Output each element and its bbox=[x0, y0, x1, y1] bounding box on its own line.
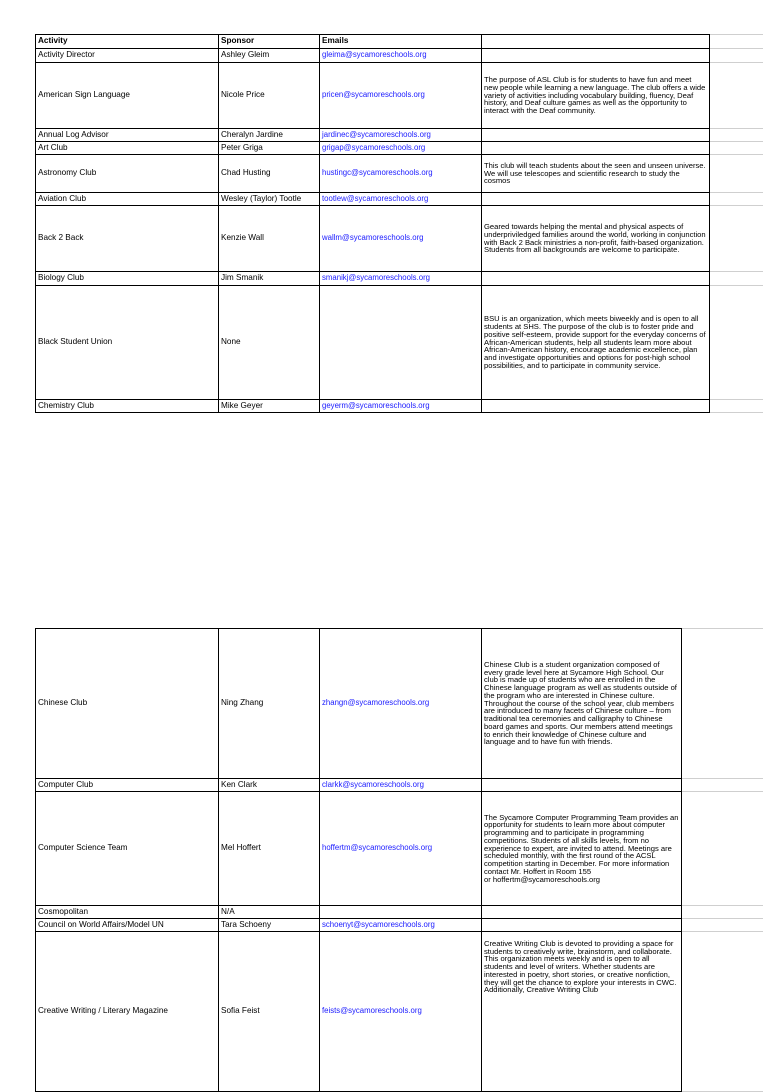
extra-cell bbox=[710, 400, 763, 413]
extra-cell bbox=[682, 779, 763, 792]
description-cell: This club will teach students about the seen and unseen universe. We will use telescopes and scientific research to study the cosmos bbox=[482, 155, 710, 193]
extra-cell bbox=[710, 206, 763, 272]
sponsor-cell: Cheralyn Jardine bbox=[219, 129, 320, 142]
table-row bbox=[36, 932, 763, 1092]
description-cell bbox=[482, 49, 710, 63]
description-cell bbox=[482, 142, 710, 155]
clubs-table-page-2 bbox=[35, 628, 763, 1092]
description-cell bbox=[482, 193, 710, 206]
extra-cell bbox=[682, 906, 763, 919]
email-link[interactable]: gleima@sycamoreschools.org bbox=[320, 49, 482, 63]
sponsor-cell: Tara Schoeny bbox=[219, 919, 320, 932]
activity-cell: Chinese Club bbox=[36, 629, 219, 779]
header-description bbox=[482, 35, 710, 49]
table-row bbox=[36, 206, 763, 272]
sponsor-cell: Jim Smanik bbox=[219, 272, 320, 286]
email-link[interactable]: tootlew@sycamoreschools.org bbox=[320, 193, 482, 206]
activity-cell: American Sign Language bbox=[36, 63, 219, 129]
description-cell: Geared towards helping the mental and physical aspects of underpriviledged families around the world, working in conjunction with Back 2 Back ministries a non-profit, faith-based organization. Students from all backgrounds are welcome to participate. bbox=[482, 206, 710, 272]
table-header-row bbox=[36, 35, 763, 49]
sponsor-cell: Peter Griga bbox=[219, 142, 320, 155]
sponsor-cell: N/A bbox=[219, 906, 320, 919]
table-row bbox=[36, 629, 763, 779]
table-row bbox=[36, 129, 763, 142]
activity-cell: Chemistry Club bbox=[36, 400, 219, 413]
sponsor-cell: None bbox=[219, 286, 320, 400]
extra-cell bbox=[710, 286, 763, 400]
sponsor-cell: Nicole Price bbox=[219, 63, 320, 129]
header-activity: Activity bbox=[36, 35, 219, 49]
extra-cell bbox=[710, 63, 763, 129]
clubs-table-page-1 bbox=[35, 34, 763, 413]
sponsor-cell: Mel Hoffert bbox=[219, 792, 320, 906]
extra-cell bbox=[682, 932, 763, 1092]
extra-cell bbox=[710, 272, 763, 286]
table-row bbox=[36, 155, 763, 193]
email-link[interactable] bbox=[320, 286, 482, 400]
email-link[interactable]: pricen@sycamoreschools.org bbox=[320, 63, 482, 129]
table-row bbox=[36, 142, 763, 155]
table-row bbox=[36, 919, 763, 932]
extra-cell bbox=[710, 155, 763, 193]
email-link[interactable]: jardinec@sycamoreschools.org bbox=[320, 129, 482, 142]
extra-cell bbox=[710, 129, 763, 142]
table-row bbox=[36, 49, 763, 63]
extra-cell bbox=[710, 193, 763, 206]
description-cell: BSU is an organization, which meets biweekly and is open to all students at SHS. The purpose of the club is to foster pride and positive self-esteem, provide support for the everyday concerns of African-American students, help all students learn more about African-American history, encourage academic excellence, plan and investigate opportunities and options for post-high school possibilities, and to participate in community service. bbox=[482, 286, 710, 400]
activity-cell: Black Student Union bbox=[36, 286, 219, 400]
header-sponsor: Sponsor bbox=[219, 35, 320, 49]
sponsor-cell: Mike Geyer bbox=[219, 400, 320, 413]
description-cell bbox=[482, 272, 710, 286]
email-link[interactable]: grigap@sycamoreschools.org bbox=[320, 142, 482, 155]
sponsor-cell: Wesley (Taylor) Tootle bbox=[219, 193, 320, 206]
extra-cell bbox=[710, 35, 763, 49]
email-link[interactable]: feists@sycamoreschools.org bbox=[320, 932, 482, 1092]
table-row bbox=[36, 400, 763, 413]
table-row bbox=[36, 286, 763, 400]
activity-cell: Council on World Affairs/Model UN bbox=[36, 919, 219, 932]
table-row bbox=[36, 272, 763, 286]
table-row bbox=[36, 193, 763, 206]
activity-cell: Art Club bbox=[36, 142, 219, 155]
description-cell: The purpose of ASL Club is for students to have fun and meet new people while learning a new language. The club offers a wide variety of activities including vocabulary building, fluency, Deaf history, and Deaf culture games as well as the opportunity to interact with the Deaf community. bbox=[482, 63, 710, 129]
email-link[interactable]: zhangn@sycamoreschools.org bbox=[320, 629, 482, 779]
email-link[interactable]: hustingc@sycamoreschools.org bbox=[320, 155, 482, 193]
sponsor-cell: Kenzie Wall bbox=[219, 206, 320, 272]
description-cell bbox=[482, 779, 682, 792]
sponsor-cell: Ken Clark bbox=[219, 779, 320, 792]
activity-cell: Back 2 Back bbox=[36, 206, 219, 272]
activity-cell: Computer Club bbox=[36, 779, 219, 792]
extra-cell bbox=[682, 919, 763, 932]
activity-cell: Annual Log Advisor bbox=[36, 129, 219, 142]
sponsor-cell: Chad Husting bbox=[219, 155, 320, 193]
description-cell bbox=[482, 906, 682, 919]
description-cell bbox=[482, 129, 710, 142]
table-row bbox=[36, 779, 763, 792]
activity-cell: Astronomy Club bbox=[36, 155, 219, 193]
header-emails: Emails bbox=[320, 35, 482, 49]
activity-cell: Activity Director bbox=[36, 49, 219, 63]
extra-cell bbox=[710, 49, 763, 63]
activity-cell: Cosmopolitan bbox=[36, 906, 219, 919]
table-row bbox=[36, 792, 763, 906]
email-link[interactable]: wallm@sycamoreschools.org bbox=[320, 206, 482, 272]
extra-cell bbox=[682, 792, 763, 906]
email-link[interactable]: clarkk@sycamoreschools.org bbox=[320, 779, 482, 792]
activity-cell: Creative Writing / Literary Magazine bbox=[36, 932, 219, 1092]
activity-cell: Biology Club bbox=[36, 272, 219, 286]
description-cell: Creative Writing Club is devoted to providing a space for students to creatively write, brainstorm, and collaborate. This organization meets weekly and is open to all students and level of writers. Whether students are interested in poetry, short stories, or creative nonfiction, they will get the chance to explore your interests in CWC. Additionally, Creative Writing Club bbox=[482, 932, 682, 1092]
sponsor-cell: Ning Zhang bbox=[219, 629, 320, 779]
activity-cell: Computer Science Team bbox=[36, 792, 219, 906]
sponsor-cell: Sofia Feist bbox=[219, 932, 320, 1092]
sponsor-cell: Ashley Gleim bbox=[219, 49, 320, 63]
extra-cell bbox=[710, 142, 763, 155]
email-link[interactable]: smanikj@sycamoreschools.org bbox=[320, 272, 482, 286]
email-link[interactable] bbox=[320, 906, 482, 919]
description-cell bbox=[482, 919, 682, 932]
email-link[interactable]: schoenyt@sycamoreschools.org bbox=[320, 919, 482, 932]
extra-cell bbox=[682, 629, 763, 779]
description-cell bbox=[482, 400, 710, 413]
email-link[interactable]: geyerm@sycamoreschools.org bbox=[320, 400, 482, 413]
description-cell: The Sycamore Computer Programming Team provides an opportunity for students to learn more about computer programming and to participate in programming competitions. Students of all skills levels, from no experience to expert, are invited to attend. Meetings are scheduled monthly, with the first round of the ACSL competition starting in December. For more information contact Mr. Hoffert in Room 155 or hoffertm@sycamoreschools.org bbox=[482, 792, 682, 906]
email-link[interactable]: hoffertm@sycamoreschools.org bbox=[320, 792, 482, 906]
table-row bbox=[36, 906, 763, 919]
table-row bbox=[36, 63, 763, 129]
description-cell: Chinese Club is a student organization composed of every grade level here at Sycamore High School. Our club is made up of students who are enrolled in the Chinese language program as well as students outside of the program who are interested in Chinese culture. Throughout the course of the school year, club members are introduced to many facets of Chinese culture – from traditional tea ceremonies and calligraphy to Chinese board games and sports. Our members attend meetings to enrich their knowledge of Chinese culture and language and to have fun with friends. bbox=[482, 629, 682, 779]
activity-cell: Aviation Club bbox=[36, 193, 219, 206]
